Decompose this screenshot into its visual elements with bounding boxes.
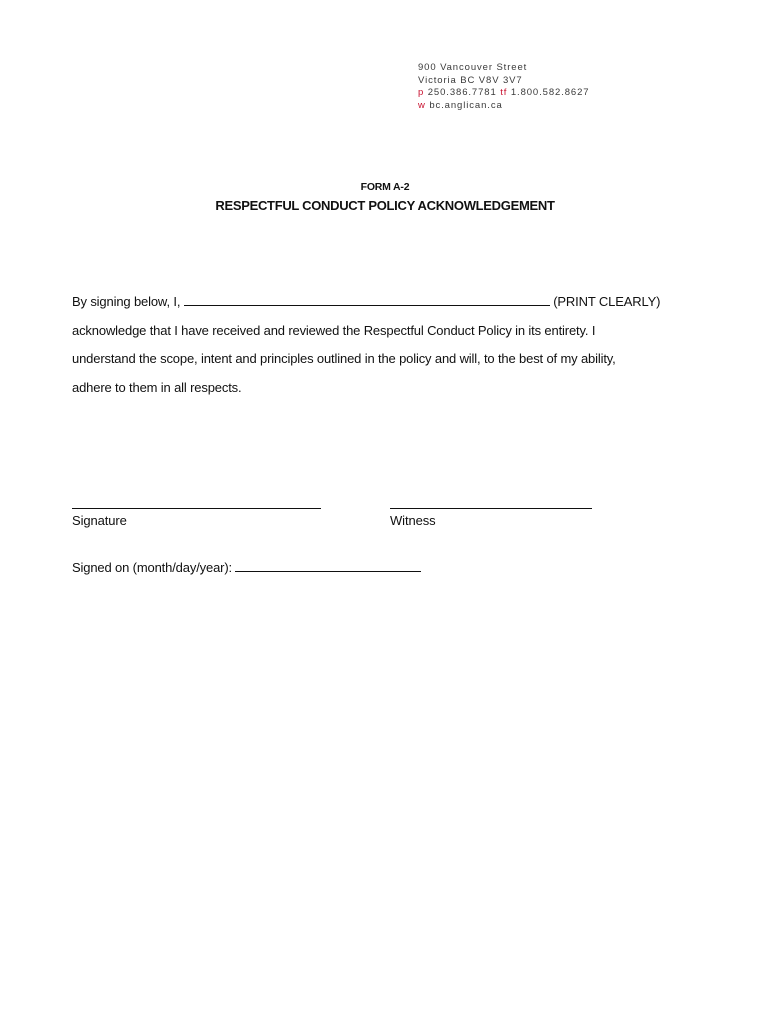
address-street: 900 Vancouver Street xyxy=(418,62,528,73)
signature-block xyxy=(72,492,321,528)
contact-phones xyxy=(418,87,589,100)
phone-number: 250.386.7781 xyxy=(427,87,497,98)
witness-block xyxy=(390,492,592,528)
tollfree-number: 1.800.582.8627 xyxy=(510,87,590,98)
web-prefix: w xyxy=(418,99,426,111)
witness-label: Witness xyxy=(390,513,436,528)
signature-field[interactable] xyxy=(72,492,321,509)
web-address: bc.anglican.ca xyxy=(429,99,503,111)
acknowledgement-line-1 xyxy=(72,288,692,317)
signed-on-label: Signed on (month/day/year): xyxy=(72,560,232,575)
signature-label: Signature xyxy=(72,513,127,528)
phone-prefix: p xyxy=(418,87,425,98)
form-id: FORM A-2 xyxy=(360,181,410,193)
witness-field[interactable] xyxy=(390,492,592,509)
print-name-field[interactable] xyxy=(184,293,550,306)
contact-web xyxy=(418,100,589,113)
acknowledgement-line-3: understand the scope, intent and principles outlined in the policy and will, to the best of my ability, xyxy=(72,351,616,366)
tollfree-prefix: tf xyxy=(500,87,508,98)
form-title: RESPECTFUL CONDUCT POLICY ACKNOWLEDGEMENT xyxy=(215,198,555,213)
address-city: Victoria BC V8V 3V7 xyxy=(418,74,523,86)
signed-on-row xyxy=(72,559,421,575)
intro-text: By signing below, I, xyxy=(72,294,181,309)
acknowledgement-line-4: adhere to them in all respects. xyxy=(72,379,242,395)
letterhead-address xyxy=(418,62,589,112)
print-clearly-note: (PRINT CLEARLY) xyxy=(553,294,661,309)
acknowledgement-line-2: acknowledge that I have received and reviewed the Respectful Conduct Policy in its entirety. I xyxy=(72,322,596,338)
signed-on-date-field[interactable] xyxy=(235,559,421,572)
acknowledgement-text xyxy=(72,288,692,402)
